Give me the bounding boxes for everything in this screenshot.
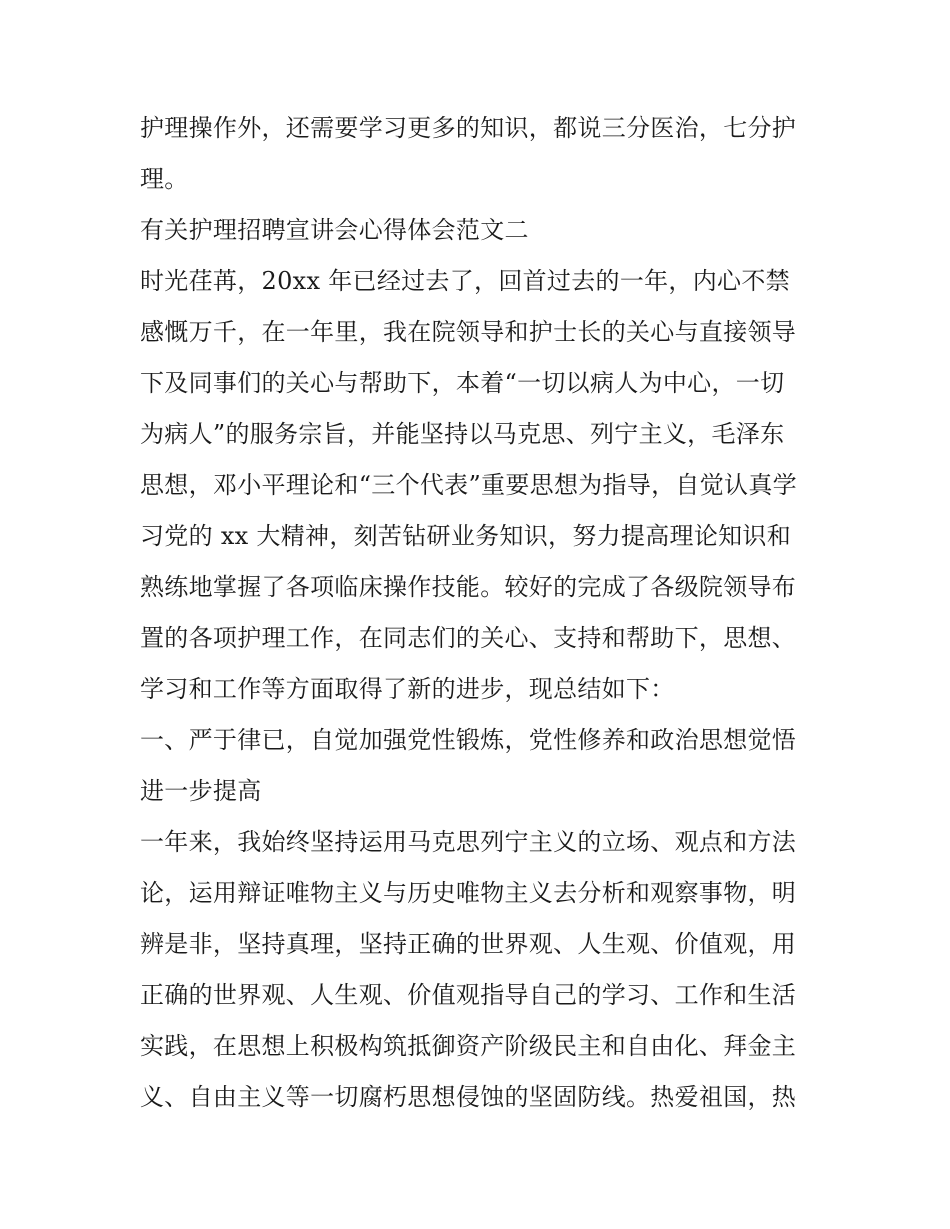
text-line: 理。 (140, 165, 189, 193)
text-line: 感慨万千，在一年里，我在院领导和护士长的关心与直接领导 (140, 318, 797, 346)
subheading-line: 进一步提高 (140, 777, 262, 805)
text-line: 正确的世界观、人生观、价值观指导自己的学习、工作和生活 (140, 981, 797, 1009)
text-line: 习党的 xx 大精神，刻苦钻研业务知识，努力提高理论知识和 (140, 522, 792, 550)
text-line: 辨是非，坚持真理，坚持正确的世界观、人生观、价值观，用 (140, 930, 797, 958)
subheading-line: 一、严于律已，自觉加强党性锻炼，党性修养和政治思想觉悟 (140, 726, 797, 754)
text-line: 置的各项护理工作，在同志们的关心、支持和帮助下，思想、 (140, 624, 797, 652)
document-body (140, 103, 820, 1123)
text-line: 时光荏苒，20xx 年已经过去了，回首过去的一年，内心不禁 (140, 267, 790, 295)
text-line: 义、自由主义等一切腐朽思想侵蚀的坚固防线。热爱祖国，热 (140, 1083, 797, 1111)
text-line: 一年来，我始终坚持运用马克思列宁主义的立场、观点和方法 (140, 828, 797, 856)
text-line: 为病人”的服务宗旨，并能坚持以马克思、列宁主义，毛泽东 (140, 420, 785, 448)
section-heading: 有关护理招聘宣讲会心得体会范文二 (140, 216, 529, 244)
text-line: 下及同事们的关心与帮助下，本着“一切以病人为中心，一切 (140, 369, 785, 397)
text-line: 熟练地掌握了各项临床操作技能。较好的完成了各级院领导布 (140, 573, 797, 601)
text-line: 实践，在思想上积极构筑抵御资产阶级民主和自由化、拜金主 (140, 1032, 797, 1060)
text-line: 论，运用辩证唯物主义与历史唯物主义去分析和观察事物，明 (140, 879, 797, 907)
text-line: 学习和工作等方面取得了新的进步，现总结如下： (140, 675, 675, 703)
text-line: 思想，邓小平理论和“三个代表”重要思想为指导，自觉认真学 (140, 471, 797, 499)
text-line: 护理操作外，还需要学习更多的知识，都说三分医治，七分护 (140, 114, 797, 142)
